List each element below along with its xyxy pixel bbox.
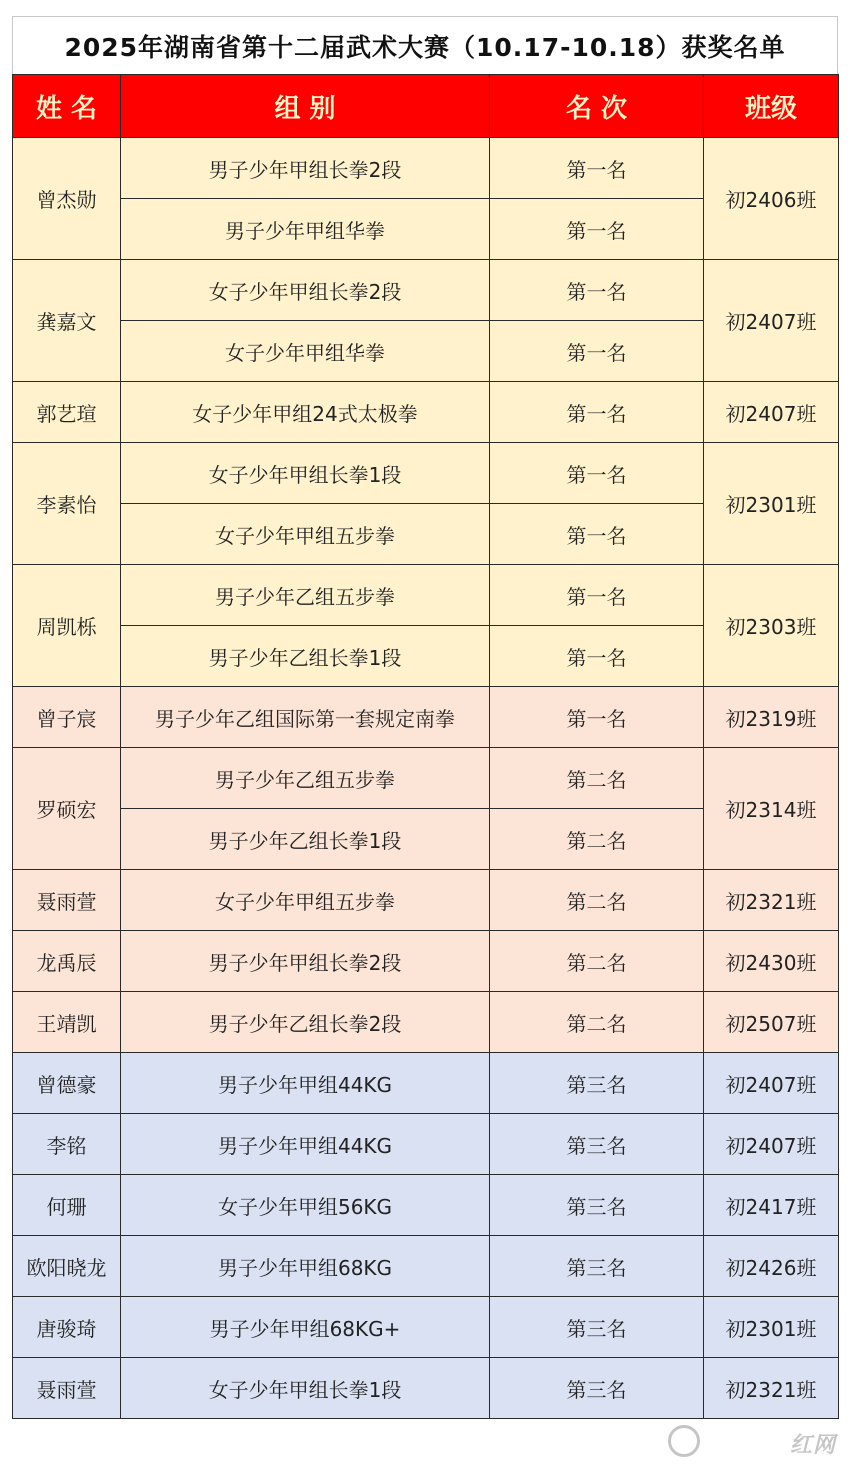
page-title: 2025年湖南省第十二届武术大赛（10.17-10.18）获奖名单 — [12, 16, 838, 74]
winner-name: 周凯栎 — [13, 565, 121, 687]
event-group: 女子少年甲组长拳1段 — [121, 443, 490, 504]
event-group: 女子少年甲组五步拳 — [121, 870, 490, 931]
winner-name: 曾德豪 — [13, 1053, 121, 1114]
event-rank: 第二名 — [490, 992, 704, 1053]
event-rank: 第三名 — [490, 1236, 704, 1297]
winner-name: 李素怡 — [13, 443, 121, 565]
winner-name: 郭艺瑄 — [13, 382, 121, 443]
winner-name: 龚嘉文 — [13, 260, 121, 382]
event-rank: 第三名 — [490, 1297, 704, 1358]
table-row — [13, 992, 839, 1053]
event-group: 男子少年甲组44KG — [121, 1053, 490, 1114]
event-group: 女子少年甲组长拳2段 — [121, 260, 490, 321]
event-rank: 第三名 — [490, 1114, 704, 1175]
event-rank: 第一名 — [490, 138, 704, 199]
winner-class: 初2426班 — [704, 1236, 839, 1297]
winner-name: 罗硕宏 — [13, 748, 121, 870]
event-rank: 第一名 — [490, 565, 704, 626]
winner-class: 初2321班 — [704, 1358, 839, 1419]
watermark-logo-icon — [668, 1425, 700, 1457]
event-group: 女子少年甲组五步拳 — [121, 504, 490, 565]
event-rank: 第一名 — [490, 321, 704, 382]
winner-class: 初2406班 — [704, 138, 839, 260]
winner-class: 初2407班 — [704, 382, 839, 443]
table-row — [13, 687, 839, 748]
winner-name: 何珊 — [13, 1175, 121, 1236]
winner-name: 曾子宸 — [13, 687, 121, 748]
event-group: 女子少年甲组长拳1段 — [121, 1358, 490, 1419]
table-row — [13, 1114, 839, 1175]
winner-name: 唐骏琦 — [13, 1297, 121, 1358]
event-group: 男子少年甲组长拳2段 — [121, 931, 490, 992]
table-row — [13, 1358, 839, 1419]
winner-name: 聂雨萱 — [13, 1358, 121, 1419]
event-rank: 第二名 — [490, 870, 704, 931]
winner-class: 初2417班 — [704, 1175, 839, 1236]
event-group: 男子少年乙组长拳2段 — [121, 992, 490, 1053]
table-row — [13, 382, 839, 443]
event-group: 男子少年甲组44KG — [121, 1114, 490, 1175]
event-rank: 第二名 — [490, 748, 704, 809]
table-row — [13, 748, 839, 809]
header-group: 组 别 — [121, 75, 490, 138]
winner-class: 初2507班 — [704, 992, 839, 1053]
winner-class: 初2301班 — [704, 443, 839, 565]
table-row — [13, 931, 839, 992]
winner-class: 初2407班 — [704, 1114, 839, 1175]
event-group: 男子少年乙组五步拳 — [121, 748, 490, 809]
event-rank: 第二名 — [490, 931, 704, 992]
award-table — [12, 74, 839, 1419]
winner-name: 欧阳晓龙 — [13, 1236, 121, 1297]
table-row — [13, 138, 839, 199]
event-group: 男子少年甲组68KG+ — [121, 1297, 490, 1358]
winner-class: 初2314班 — [704, 748, 839, 870]
event-rank: 第一名 — [490, 687, 704, 748]
winner-class: 初2303班 — [704, 565, 839, 687]
header-rank: 名 次 — [490, 75, 704, 138]
table-row — [13, 1297, 839, 1358]
event-group: 男子少年乙组长拳1段 — [121, 626, 490, 687]
table-row — [13, 1236, 839, 1297]
event-rank: 第二名 — [490, 809, 704, 870]
event-rank: 第一名 — [490, 443, 704, 504]
event-group: 男子少年乙组五步拳 — [121, 565, 490, 626]
winner-name: 龙禹辰 — [13, 931, 121, 992]
winner-class: 初2319班 — [704, 687, 839, 748]
event-rank: 第三名 — [490, 1175, 704, 1236]
table-row — [13, 870, 839, 931]
event-group: 男子少年甲组68KG — [121, 1236, 490, 1297]
winner-class: 初2321班 — [704, 870, 839, 931]
event-rank: 第三名 — [490, 1358, 704, 1419]
header-class: 班级 — [704, 75, 839, 138]
winner-class: 初2430班 — [704, 931, 839, 992]
event-rank: 第一名 — [490, 504, 704, 565]
winner-name: 王靖凯 — [13, 992, 121, 1053]
winner-name: 李铭 — [13, 1114, 121, 1175]
event-rank: 第一名 — [490, 199, 704, 260]
event-group: 男子少年乙组国际第一套规定南拳 — [121, 687, 490, 748]
table-row — [13, 443, 839, 504]
event-group: 女子少年甲组华拳 — [121, 321, 490, 382]
table-row — [13, 1175, 839, 1236]
table-row — [13, 565, 839, 626]
table-row — [13, 260, 839, 321]
winner-class: 初2407班 — [704, 1053, 839, 1114]
winner-class: 初2407班 — [704, 260, 839, 382]
event-rank: 第一名 — [490, 626, 704, 687]
event-rank: 第三名 — [490, 1053, 704, 1114]
event-group: 女子少年甲组24式太极拳 — [121, 382, 490, 443]
event-group: 男子少年甲组华拳 — [121, 199, 490, 260]
winner-class: 初2301班 — [704, 1297, 839, 1358]
award-table-body — [13, 138, 839, 1419]
event-group: 男子少年乙组长拳1段 — [121, 809, 490, 870]
event-rank: 第一名 — [490, 382, 704, 443]
winner-name: 聂雨萱 — [13, 870, 121, 931]
header-row — [13, 75, 839, 138]
winner-name: 曾杰勋 — [13, 138, 121, 260]
header-name: 姓 名 — [13, 75, 121, 138]
event-group: 男子少年甲组长拳2段 — [121, 138, 490, 199]
event-group: 女子少年甲组56KG — [121, 1175, 490, 1236]
event-rank: 第一名 — [490, 260, 704, 321]
table-row — [13, 1053, 839, 1114]
watermark: 红网 — [789, 1433, 836, 1458]
